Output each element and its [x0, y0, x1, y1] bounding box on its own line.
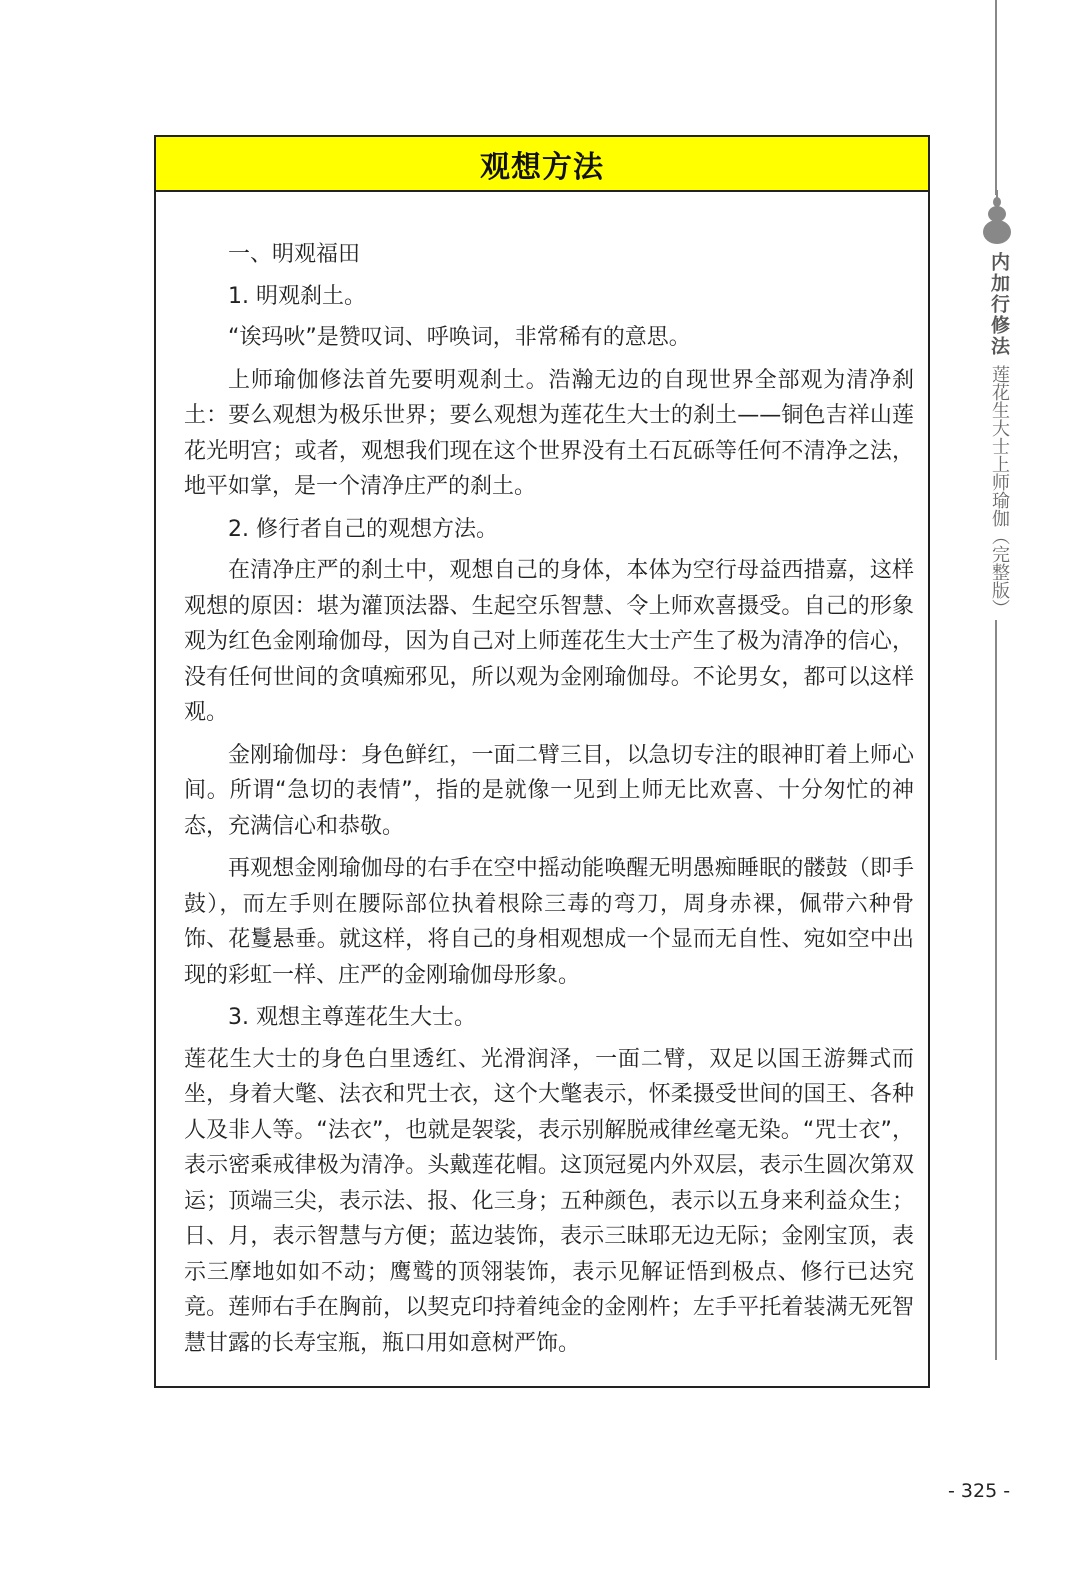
- vase-ornament-icon: [981, 190, 1013, 250]
- paragraph: 再观想金刚瑜伽母的右手在空中摇动能唤醒无明愚痴睡眠的髅鼓（即手鼓），而左手则在腰际部位执着根除三毒的弯刀，周身赤裸，佩带六种骨饰、花鬘悬垂。就这样，将自己的身相观想成一个显而无自性、宛如空中出现的彩虹一样、庄严的金刚瑜伽母形象。: [184, 856, 914, 988]
- side-rule-top: [995, 0, 997, 195]
- side-rule-bottom: [995, 620, 997, 1360]
- paragraph: 上师瑜伽修法首先要明观刹土。浩瀚无边的自现世界全部观为清净刹土：要么观想为极乐世界；要么观想为莲花生大士的刹土——铜色吉祥山莲花光明宫；或者，观想我们现在这个世界没有土石瓦砾等任何不清净之法，地平如掌，是一个清净庄严的刹土。: [184, 367, 914, 499]
- paragraph: 莲花生大士的身色白里透红、光滑润泽，一面二臂，双足以国王游舞式而坐，身着大氅、法衣和咒士衣，这个大氅表示，怀柔摄受世间的国王、各种人及非人等。“法衣”，也就是袈裟，表示别解脱戒律丝毫无染。“咒士衣”，表示密乘戒律极为清净。头戴莲花帽。这顶冠冕内外双层，表示生圆次第双运；顶端三尖，表示法、报、化三身；五种颜色，表示以五身来利益众生；日、月，表示智慧与方便；蓝边装饰，表示三昧耶无边无际；金刚宝顶，表示三摩地如如不动；鹰鹫的顶翎装饰，表示见解证悟到极点、修行已达究竟。莲师右手在胸前，以契克印持着纯金的金刚杵；左手平托着装满无死智慧甘露的长寿宝瓶，瓶口用如意树严饰。: [184, 1046, 914, 1356]
- paragraph: 金刚瑜伽母：身色鲜红，一面二臂三目，以急切专注的眼神盯着上师心间。所谓“急切的表情”，指的是就像一见到上师无比欢喜、十分匆忙的神态，充满信心和恭敬。: [184, 742, 914, 839]
- side-section-title: 内加行修法: [988, 252, 1010, 357]
- page-number: - 325 -: [948, 1480, 1011, 1502]
- content-box: [154, 135, 930, 1388]
- box-title: 观想方法: [156, 137, 928, 192]
- content-body: [184, 237, 914, 1368]
- paragraph: 在清净庄严的刹土中，观想自己的身体，本体为空行母益西措嘉，这样观想的原因：堪为灌顶法器、生起空乐智慧、令上师欢喜摄受。自己的形象观为红色金刚瑜伽母，因为自己对上师莲花生大士产生了极为清净的信心，没有任何世间的贪嗔痴邪见，所以观为金刚瑜伽母。不论男女，都可以这样观。: [184, 558, 914, 725]
- paragraph: “诶玛吙”是赞叹词、呼唤词，非常稀有的意思。: [228, 325, 691, 350]
- subheading-2: 2. 修行者自己的观想方法。: [228, 516, 498, 542]
- side-book-title: 莲花生大士上师瑜伽（完整版）: [989, 365, 1010, 617]
- heading-1: 一、明观福田: [228, 242, 361, 267]
- subheading-3: 3. 观想主尊莲花生大士。: [228, 1005, 476, 1030]
- subheading-1: 1. 明观刹土。: [228, 283, 366, 309]
